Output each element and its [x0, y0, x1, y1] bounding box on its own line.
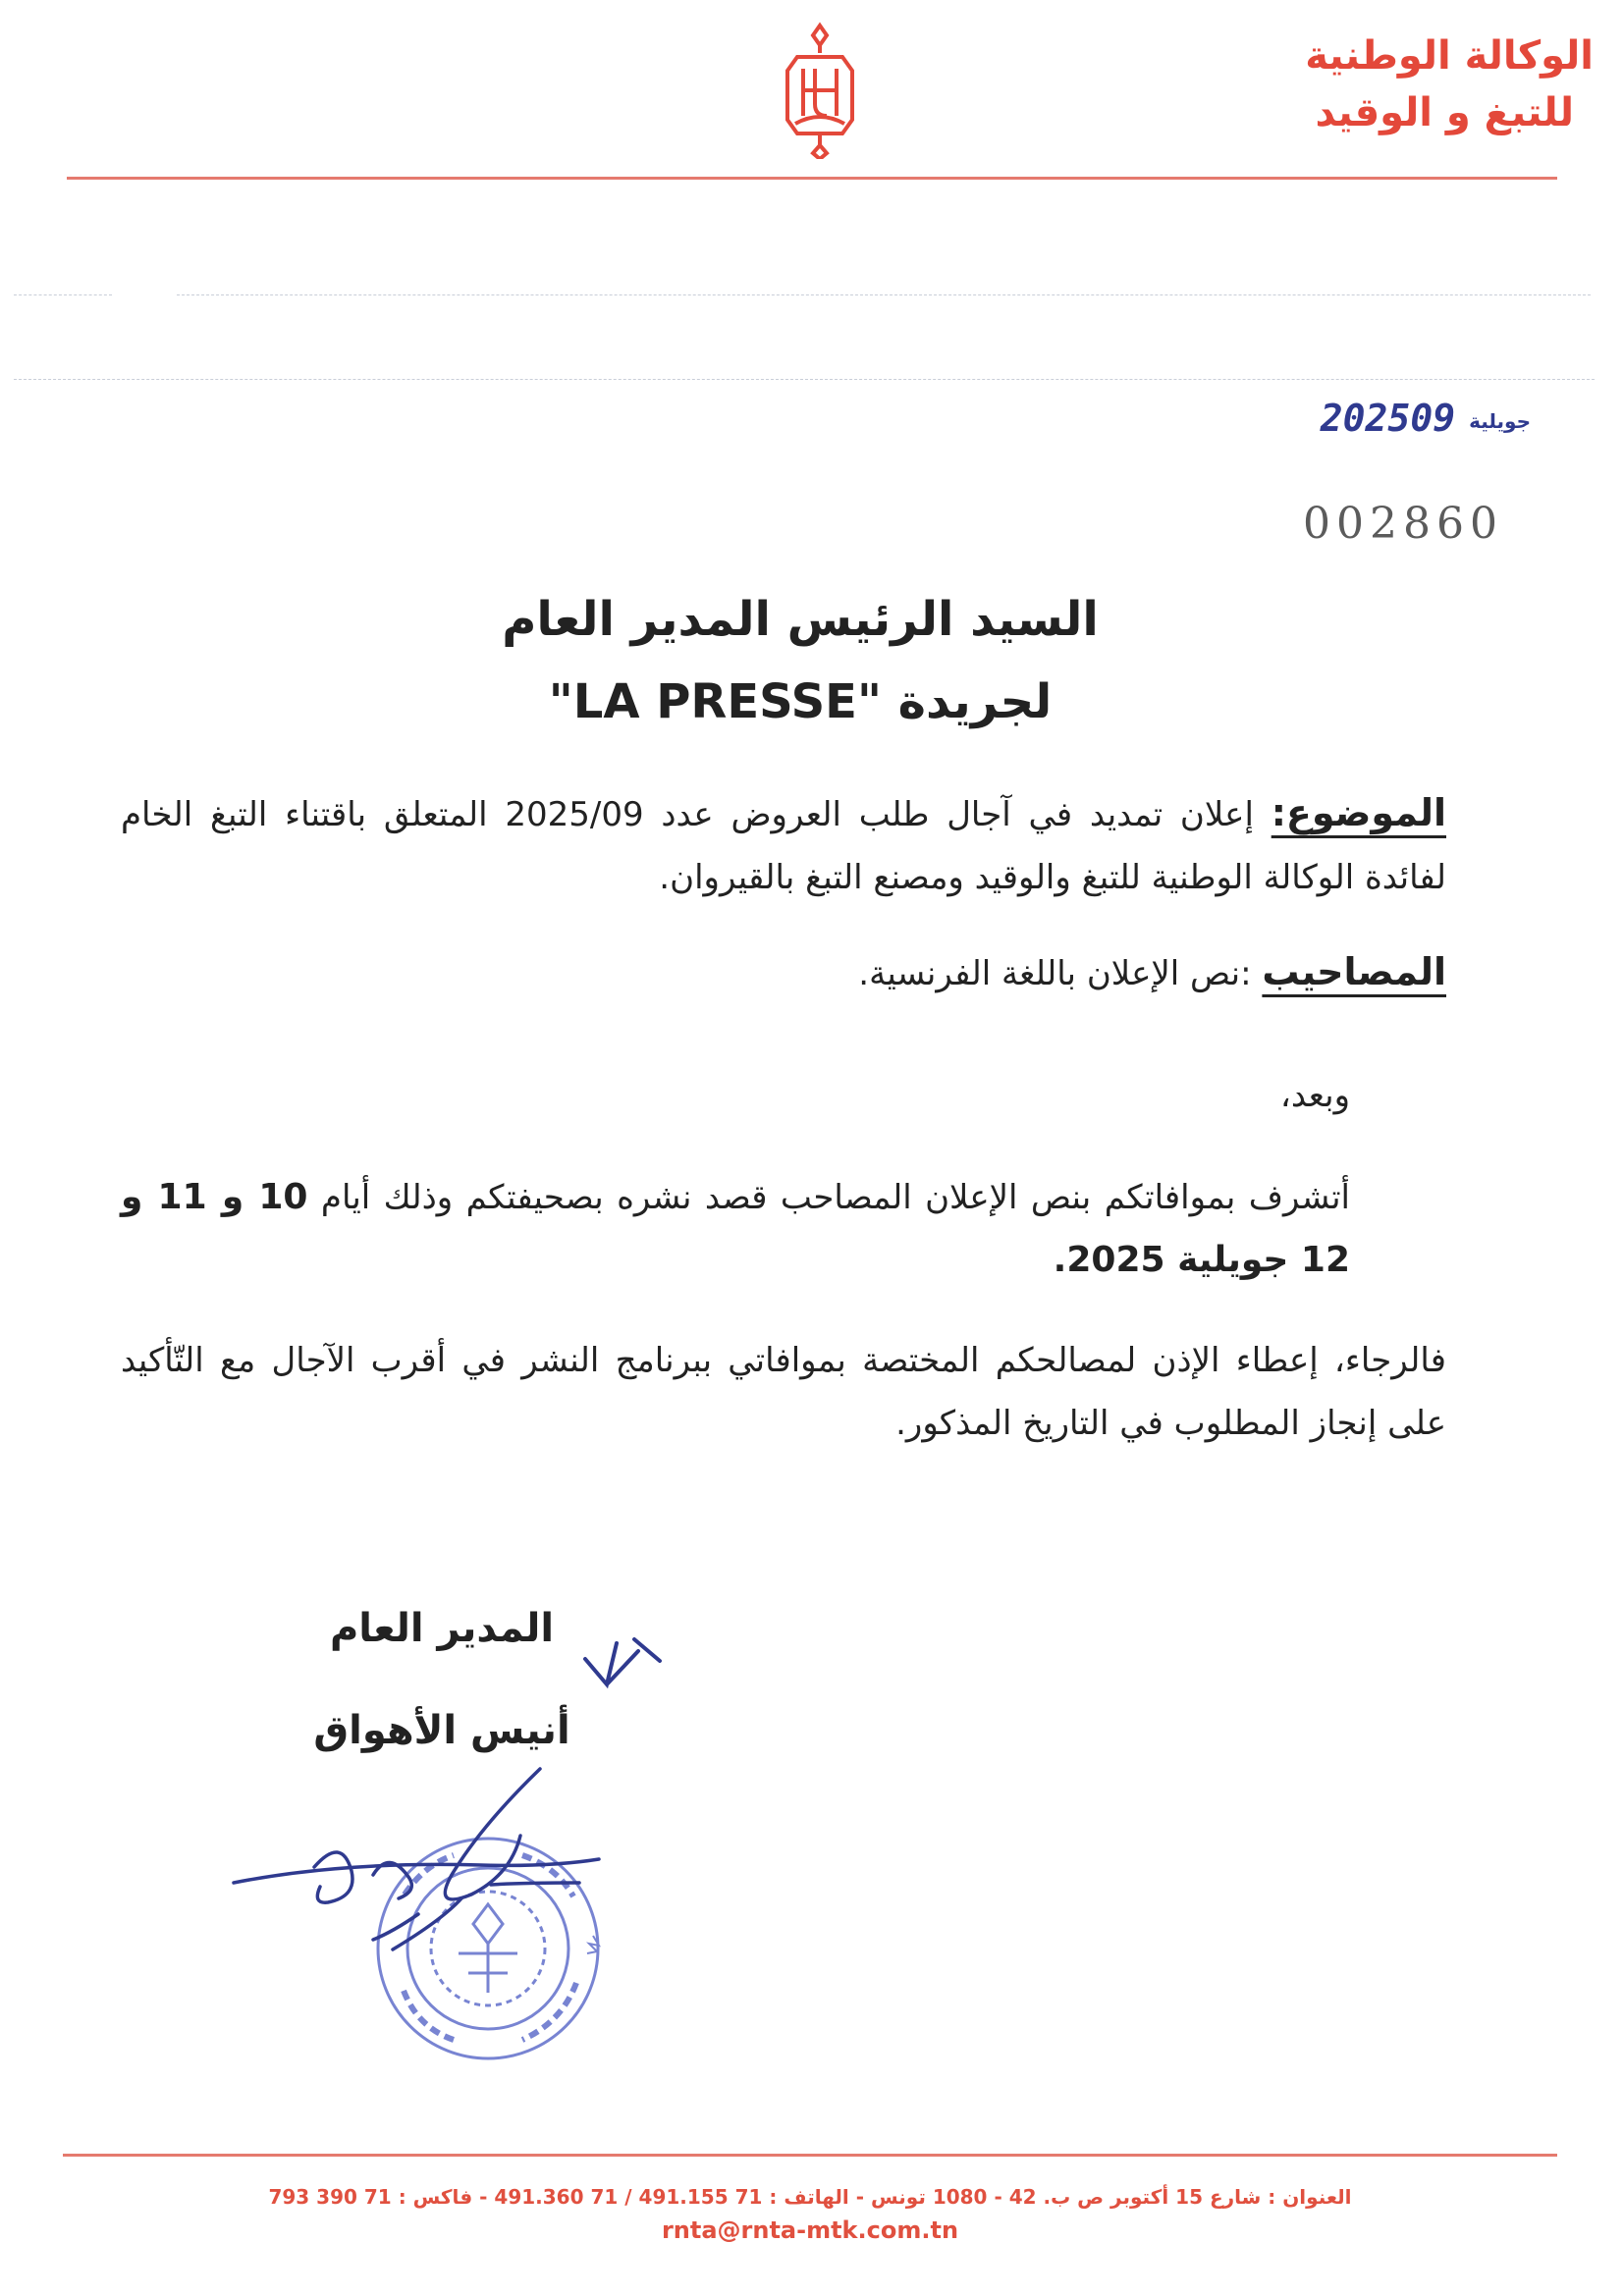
body-paragraph-1-text: أتشرف بموافاتكم بنص الإعلان المصاحب قصد نشره بصحيفتكم وذلك أيام [307, 1178, 1350, 1217]
agency-name-line2: للتبغ و الوقيد [1315, 90, 1574, 135]
addressee-newspaper: لجريدة "LA PRESSE" [548, 674, 1053, 729]
date-stamp-year: 2025 [1320, 397, 1411, 440]
attachments-label: المصاحيب [1262, 950, 1446, 993]
subject-text: إعلان تمديد في آجال طلب العروض عدد 2025/09 المتعلق باقتناء التبغ الخام لفائدة الوكالة الوطنية للتبغ والوقيد ومصنع التبغ بالقيروان. [121, 795, 1446, 897]
attachments-paragraph [121, 940, 1446, 1005]
handwritten-signature-icon [226, 1767, 619, 1953]
date-stamp-month: جويلية [1469, 409, 1531, 433]
agency-name-line1: الوكالة الوطنية [1305, 33, 1594, 79]
agency-logo-icon [776, 22, 864, 159]
footer-address: العنوان : شارع 15 أكتوبر ص ب. 42 - 1080 تونس - الهاتف : 71 491.155 / 71 491.360 - فاكس : 71 390 793 [268, 2185, 1352, 2209]
signatory-name: أنيس الأهواق [313, 1708, 570, 1753]
header-divider [67, 177, 1557, 180]
body-paragraph-2: فالرجاء، إعطاء الإذن لمصالحكم المختصة بموافاتي ببرنامج النشر في أقرب الآجال مع التّأكيد على إنجاز المطلوب في التاريخ المذكور. [121, 1341, 1446, 1443]
addressee-title: السيد الرئيس المدير العام [502, 592, 1099, 647]
greeting: وبعد، [1279, 1076, 1350, 1115]
signatory-title: المدير العام [329, 1606, 555, 1651]
footer-email: rnta@rnta-mtk.com.tn [661, 2216, 959, 2244]
date-stamp-day: 09 [1410, 397, 1456, 440]
agency-name [1181, 27, 1594, 141]
footer-divider [63, 2154, 1557, 2157]
subject-paragraph [121, 781, 1446, 909]
date-stamp [1289, 397, 1544, 440]
scan-artifact-line [14, 379, 1595, 380]
body-paragraph-1 [121, 1166, 1350, 1292]
reference-number-stamp: 002860 [1303, 499, 1503, 549]
scan-artifact-line [177, 294, 1591, 295]
scan-artifact-line [14, 294, 112, 295]
subject-label: الموضوع: [1271, 791, 1446, 834]
publication-dates: 10 و 11 و 12 جويلية 2025. [121, 1177, 1350, 1280]
initials-mark-icon [577, 1622, 666, 1690]
attachments-text: :نص الإعلان باللغة الفرنسية. [858, 954, 1263, 993]
